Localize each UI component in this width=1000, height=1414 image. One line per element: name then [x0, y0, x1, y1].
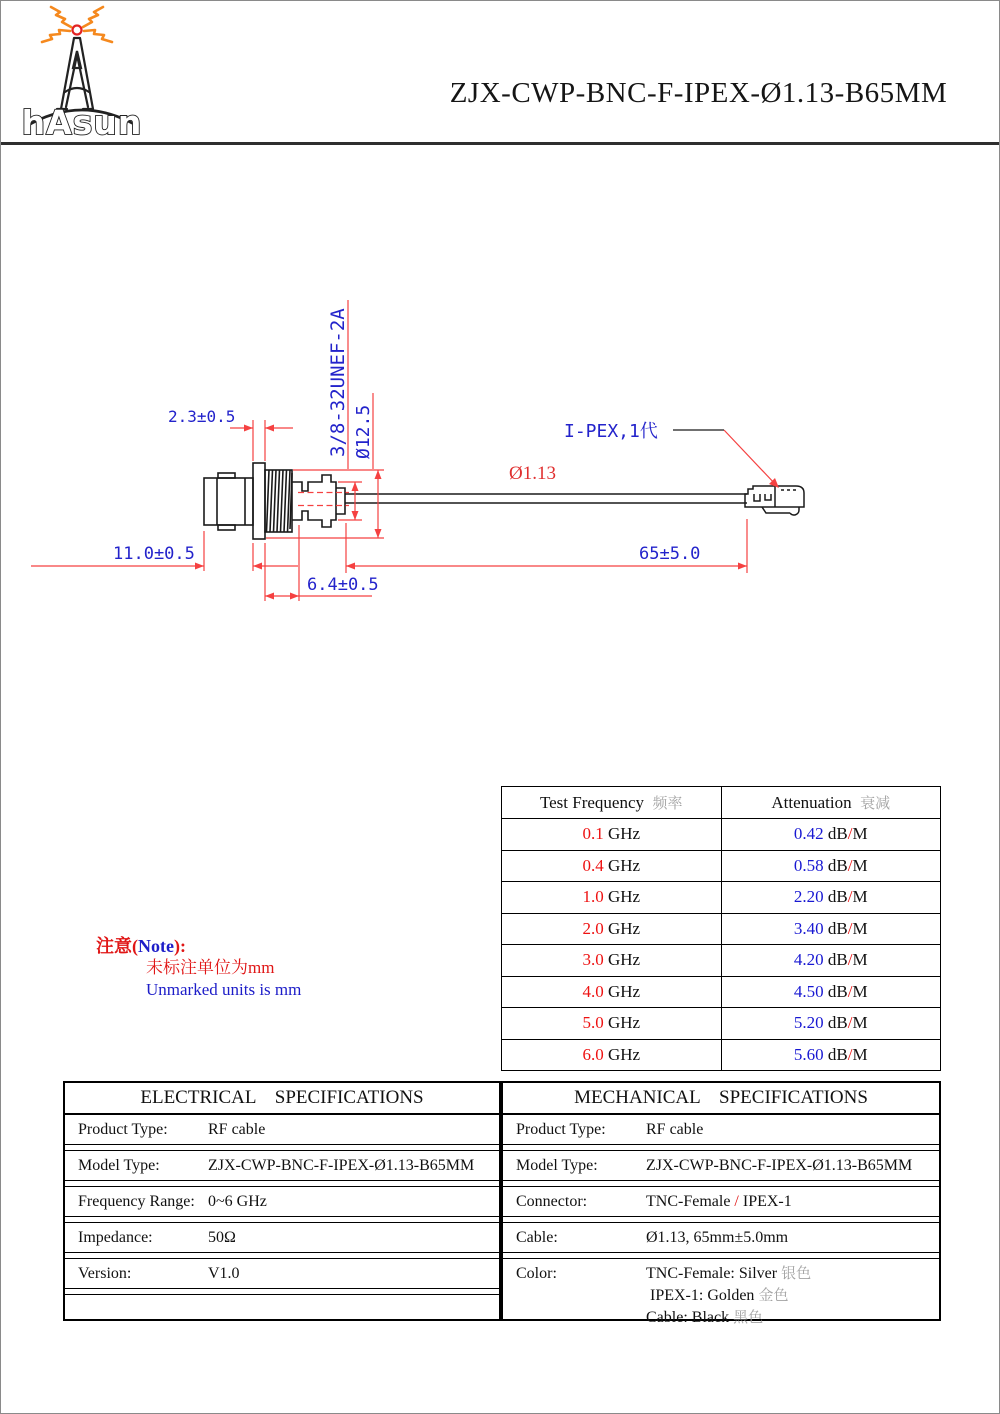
col-test-frequency: Test Frequency 频率	[502, 787, 722, 819]
dim-flange-thickness-label: 2.3±0.5	[168, 407, 236, 426]
logo-brand-text: hAsun	[21, 103, 143, 140]
header-divider	[1, 142, 1000, 145]
attenuation-table-header	[502, 787, 941, 819]
color-line: TNC-Female: Silver 银色	[646, 1265, 812, 1282]
dimension-arrowheads	[195, 425, 779, 600]
table-row: 1.0 GHz 2.20 dB/M	[502, 882, 941, 914]
spec-row-empty	[65, 1294, 499, 1324]
note-block	[96, 935, 426, 1001]
dim-thread-spec-label: 3/8-32UNEF-2A	[327, 308, 349, 457]
spec-row: Model Type: ZJX-CWP-BNC-F-IPEX-Ø1.13-B65MM	[503, 1150, 939, 1181]
color-line: IPEX-1: Golden 金色	[650, 1287, 789, 1304]
spec-row: Product Type: RF cable	[503, 1115, 939, 1145]
table-row: 2.0 GHz 3.40 dB/M	[502, 913, 941, 945]
spec-row: Model Type: ZJX-CWP-BNC-F-IPEX-Ø1.13-B65MM	[65, 1150, 499, 1181]
color-line: Cable: Black 黑色	[646, 1309, 764, 1326]
spec-row-color: Color: TNC-Female: Silver 银色 IPEX-1: Golden 金色 Cable: Black 黑色	[503, 1258, 939, 1319]
note-title: 注意(Note):	[96, 936, 186, 956]
mechanical-specifications-table	[501, 1081, 941, 1326]
thread-hatching	[267, 470, 293, 532]
spec-row: Frequency Range: 0~6 GHz	[65, 1186, 499, 1217]
dim-cable-dia-label: Ø1.13	[509, 463, 556, 484]
table-row: 3.0 GHz 4.20 dB/M	[502, 945, 941, 977]
antenna-beacon-icon	[73, 26, 82, 35]
mechanical-spec-title: MECHANICAL SPECIFICATIONS	[503, 1083, 939, 1115]
table-row: 6.0 GHz 5.60 dB/M	[502, 1039, 941, 1071]
table-row: 0.4 GHz 0.58 dB/M	[502, 850, 941, 882]
technical-drawing	[1, 151, 1000, 711]
ipex-connector-outline	[745, 486, 804, 515]
dim-cable-length-label: 65±5.0	[639, 544, 701, 564]
spec-row-connector: Connector: TNC-Female / IPEX-1	[503, 1186, 939, 1217]
table-row: 0.1 GHz 0.42 dB/M	[502, 819, 941, 851]
hasun-logo	[15, 5, 150, 140]
dim-flange-dia-label: Ø12.5	[353, 404, 374, 459]
spec-row: Version: V1.0	[65, 1258, 499, 1289]
col-attenuation: Attenuation 衰减	[721, 787, 941, 819]
table-row: 4.0 GHz 4.50 dB/M	[502, 976, 941, 1008]
antenna-tower-icon	[57, 38, 93, 109]
dim-thread-length-label: 6.4±0.5	[307, 575, 379, 595]
coax-cable	[345, 494, 747, 503]
table-row: 5.0 GHz 5.20 dB/M	[502, 1008, 941, 1040]
electrical-spec-title: ELECTRICAL SPECIFICATIONS	[65, 1083, 499, 1115]
spec-row: Cable: Ø1.13, 65mm±5.0mm	[503, 1222, 939, 1253]
note-line-en: Unmarked units is mm	[146, 980, 302, 999]
note-line-zh: 未标注单位为mm	[146, 958, 275, 977]
spec-row: Impedance: 50Ω	[65, 1222, 499, 1253]
ipex-callout-label: I-PEX,1代	[564, 421, 658, 442]
page-title: ZJX-CWP-BNC-F-IPEX-Ø1.13-B65MM	[449, 77, 948, 109]
attenuation-table	[501, 786, 941, 1071]
electrical-specifications-table	[63, 1081, 501, 1321]
spec-row: Product Type: RF cable	[65, 1115, 499, 1145]
bnc-connector-outline	[204, 463, 345, 539]
dim-body-length-label: 11.0±0.5	[113, 544, 195, 564]
